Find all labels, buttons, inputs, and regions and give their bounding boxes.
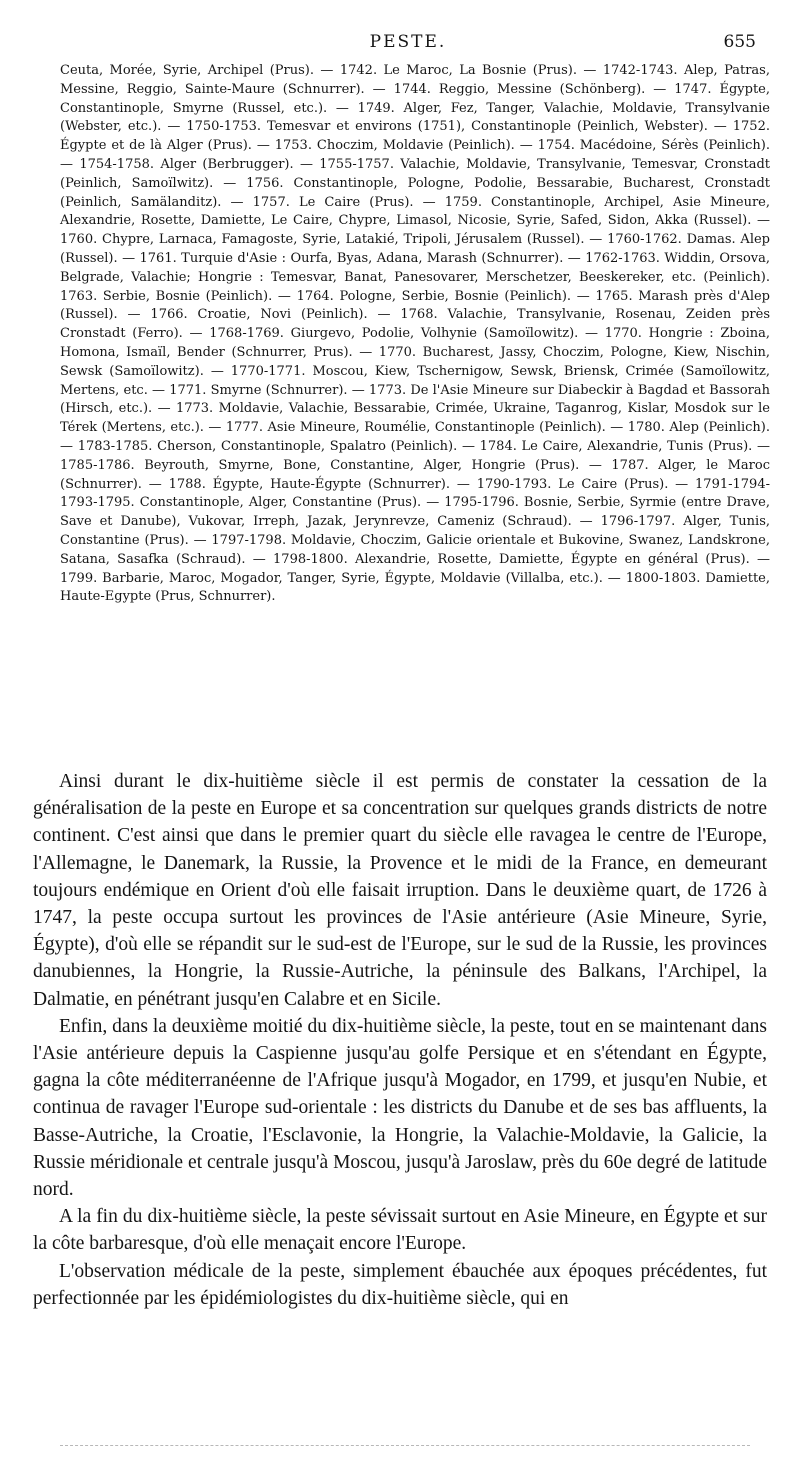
running-title: PESTE.	[369, 32, 447, 52]
paragraph: A la fin du dix-huitième siècle, la peste sévissait surtout en Asie Mineure, en Égypte et sur la côte barbaresque, d'où elle menaçait encore l'Europe.	[33, 1206, 767, 1255]
page-number: 655	[723, 32, 756, 52]
chronology-list	[60, 62, 770, 607]
chronology-text: Ceuta, Morée, Syrie, Archipel (Prus). — 1742. Le Maroc, La Bosnie (Prus). — 1742-1743. Alep, Patras, Messine, Reggio, Sainte-Maure (Schnurrer). — 1744. Reggio, Messine (Schönberg). — 1747. Égypte, Constantinople, Smyrne (Russel, etc.). — 1749. Alger, Fez, Tanger, Valachie, Moldavie, Transylvanie (Webster, etc.). — 1750-1753. Temesvar et environs (1751), Constantinople (Peinlich, Webster). — 1752. Égypte et de là Alger (Prus). — 1753. Choczim, Moldavie (Peinlich). — 1754. Macédoine, Sérès (Peinlich). — 1754-1758. Alger (Berbrugger). — 1755-1757. Valachie, Moldavie, Transylvanie, Temesvar, Cronstadt (Peinlich, Samoïlwitz). — 1756. Constantinople, Pologne, Podolie, Bessarabie, Bucharest, Cronstadt (Peinlich, Samälanditz). — 1757. Le Caire (Prus). — 1759. Constantinople, Archipel, Asie Mineure, Alexandrie, Rosette, Damiette, Le Caire, Chypre, Limasol, Nicosie, Syrie, Safed, Sidon, Akka (Russel). — 1760. Chypre, Larnaca, Famagoste, Syrie, Latakié, Tripoli, Jérusalem (Russel). — 1760-1762. Damas. Alep (Russel). — 1761. Turquie d'Asie : Ourfa, Byas, Adana, Marash (Schnurrer). — 1762-1763. Widdin, Orsova, Belgrade, Valachie; Hongrie : Temesvar, Banat, Panesovarer, Merschetzer, Beeskereker, etc. (Peinlich). 1763. Serbie, Bosnie (Peinlich). — 1764. Pologne, Serbie, Bosnie (Peinlich). — 1765. Marash près d'Alep (Russel). — 1766. Croatie, Novi (Peinlich). — 1768. Valachie, Transylvanie, Rosenau, Zeiden près Cronstadt (Ferro). — 1768-1769. Giurgevo, Podolie, Volhynie (Samoïlowitz). — 1770. Hongrie : Zboina, Homona, Ismaïl, Bender (Schnurrer, Prus). — 1770. Bucharest, Jassy, Choczim, Pologne, Kiew, Nischin, Sewsk (Samoïlowitz). — 1770-1771. Moscou, Kiew, Tschernigow, Sewsk, Briensk, Crimée (Samoïlowitz, Mertens, etc. — 1771. Smyrne (Schnurrer). — 1773. De l'Asie Mineure sur Diabeckir à Bagdad et Bassorah (Hirsch, etc.). — 1773. Moldavie, Valachie, Bessarabie, Crimée, Ukraine, Taganrog, Kislar, Mosdok sur le Térek (Mertens, etc.). — 1777. Asie Mineure, Roumélie, Constantinople (Peinlich). — 1780. Alep (Peinlich). — 1783-1785. Cherson, Constantinople, Spalatro (Peinlich). — 1784. Le Caire, Alexandrie, Tunis (Prus). — 1785-1786. Beyrouth, Smyrne, Bone, Constantine, Alger, Hongrie (Prus). — 1787. Alger, le Maroc (Schnurrer). — 1788. Égypte, Haute-Égypte (Schnurrer). — 1790-1793. Le Caire (Prus). — 1791-1794-1793-1795. Constantinople, Alger, Constantine (Prus). — 1795-1796. Bosnie, Serbie, Syrmie (entre Drave, Save et Danube), Vukovar, Irreph, Jazak, Jerynrevze, Cameniz (Schraud). — 1796-1797. Alger, Tunis, Constantine (Prus). — 1797-1798. Moldavie, Choczim, Galicie orientale et Bukovine, Swanez, Landskrone, Satana, Sasafka (Schraud). — 1798-1800. Alexandrie, Rosette, Damiette, Égypte en général (Prus). — 1799. Barbarie, Maroc, Mogador, Tanger, Syrie, Égypte, Moldavie (Villalba, etc.). — 1800-1803. Damiette, Haute-Egypte (Prus, Schnurrer).	[60, 63, 770, 605]
paragraph: L'observation médicale de la peste, simplement ébauchée aux époques précédentes, fut perfectionnée par les épidémiologistes du dix-huitième siècle, qui en	[33, 1260, 767, 1309]
footer-rule	[60, 1445, 750, 1446]
paragraph: Ainsi durant le dix-huitième siècle il est permis de constater la cessation de la généralisation de la peste en Europe et sa concentration sur quelques grands districts de notre continent. C'est ainsi que dans le premier quart du siècle elle ravagea le centre de l'Europe, l'Allemagne, le Danemark, la Russie, la Provence et le midi de la France, en demeurant toujours endémique en Orient d'où elle faisait irruption. Dans le deuxième quart, de 1726 à 1747, la peste occupa surtout les provinces de l'Asie antérieure (Asie Mineure, Syrie, Égypte), d'où elle se répandit sur le sud-est de l'Europe, sur le sud de la Russie, les provinces danubiennes, la Hongrie, la Russie-Autriche, la péninsule des Balkans, l'Archipel, la Dalmatie, en pénétrant jusqu'en Calabre et en Sicile.	[33, 771, 767, 1010]
body-text	[33, 768, 767, 1312]
paragraph: Enfin, dans la deuxième moitié du dix-huitième siècle, la peste, tout en se maintenant dans l'Asie antérieure depuis la Caspienne jusqu'au golfe Persique et en s'étendant en Égypte, gagna la côte méditerranéenne de l'Afrique jusqu'à Mogador, en 1799, et jusqu'en Nubie, et continua de ravager l'Europe sud-orientale : les districts du Danube et de ses bas affluents, la Basse-Autriche, la Croatie, l'Esclavonie, la Hongrie, la Valachie-Moldavie, la Galicie, la Russie méridionale et centrale jusqu'à Moscou, jusqu'à Jaroslaw, près du 60e degré de latitude nord.	[33, 1015, 767, 1201]
running-header	[60, 30, 756, 56]
